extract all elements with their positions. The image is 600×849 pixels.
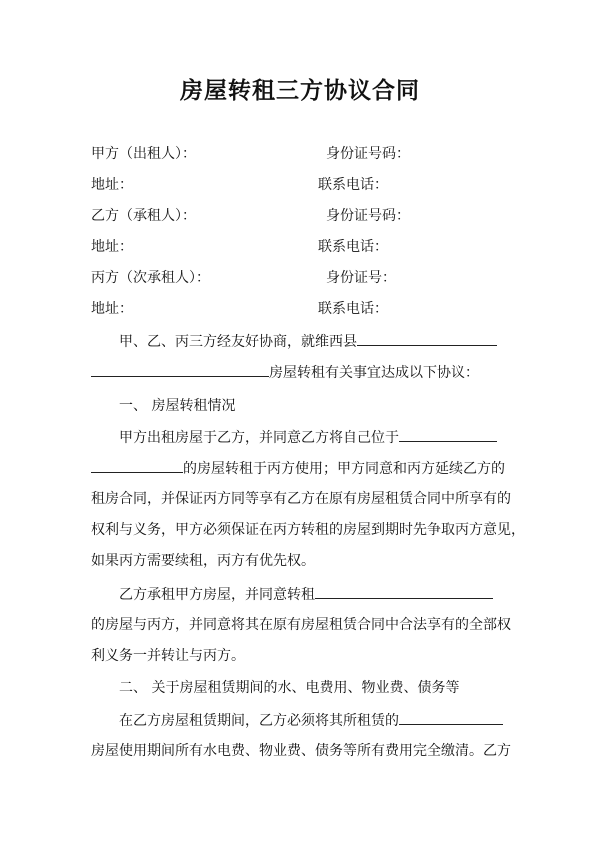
section-1-p1-line-5: 如果丙方需要续租，丙方有优先权。 <box>91 553 315 569</box>
party-b-address-label: 地址： <box>91 239 133 255</box>
section-1-p1-line-4: 权利与义务，甲方必须保证在丙方转租的房屋到期时先争取丙方意见， <box>91 522 525 538</box>
party-c-id-label: 身份证号： <box>326 270 396 286</box>
section-1-p2-line-2: 的房屋与丙方，并同意将其在原有房屋租赁合同中合法享有的全部权 <box>91 617 511 633</box>
party-b-phone-label: 联系电话： <box>318 239 388 255</box>
section-1-p2-line-3: 利义务一并转让与丙方。 <box>91 648 245 664</box>
house-location-blank[interactable] <box>399 427 497 442</box>
section-1-p2-line-1 <box>119 584 493 605</box>
party-c-phone-label: 联系电话： <box>318 301 388 317</box>
section-1-p1-line-3: 租房合同，并保证丙方同等享有乙方在原有房屋租赁合同中所享有的 <box>91 491 511 507</box>
intro-line-1 <box>119 331 497 352</box>
section-2-p1-line-2: 房屋使用期间所有水电费、物业费、债务等所有费用完全缴清。乙方 <box>91 743 511 759</box>
rented-house-blank[interactable] <box>399 710 503 725</box>
section-2-p1-text-1: 在乙方房屋租赁期间，乙方必须将其所租赁的 <box>119 713 399 729</box>
party-b-label: 乙方（承租人）： <box>91 208 196 224</box>
section-2-heading: 二、 关于房屋租赁期间的水、电费用、物业费、债务等 <box>119 680 460 696</box>
intro-line-2 <box>91 362 479 383</box>
intro-text-2: 房屋转租有关事宜达成以下协议： <box>269 365 479 381</box>
party-a-phone-label: 联系电话： <box>318 177 388 193</box>
section-1-p1-line-2 <box>91 458 505 479</box>
document-title: 房屋转租三方协议合同 <box>180 77 420 104</box>
house-location-blank-continued[interactable] <box>91 458 183 473</box>
section-1-heading: 一、 房屋转租情况 <box>119 398 236 414</box>
party-a-label: 甲方（出租人）： <box>91 146 196 162</box>
section-1-p1-text-1: 甲方出租房屋于乙方，并同意乙方将自己位于 <box>119 430 399 446</box>
section-1-p2-text-1: 乙方承租甲方房屋，并同意转租 <box>119 587 315 603</box>
section-1-p1-line-1 <box>119 427 497 448</box>
intro-text-1: 甲、乙、丙三方经友好协商，就维西县 <box>119 334 357 350</box>
party-c-label: 丙方（次承租人）： <box>91 270 210 286</box>
section-2-p1-line-1 <box>119 710 503 731</box>
sublet-house-blank[interactable] <box>315 584 493 599</box>
location-blank-continued[interactable] <box>91 362 269 377</box>
section-1-p1-text-2: 的房屋转租于丙方使用；甲方同意和丙方延续乙方的 <box>183 461 505 477</box>
location-blank[interactable] <box>357 331 497 346</box>
party-b-id-label: 身份证号码： <box>326 208 410 224</box>
party-c-address-label: 地址： <box>91 301 133 317</box>
party-a-id-label: 身份证号码： <box>326 146 410 162</box>
party-a-address-label: 地址： <box>91 177 133 193</box>
